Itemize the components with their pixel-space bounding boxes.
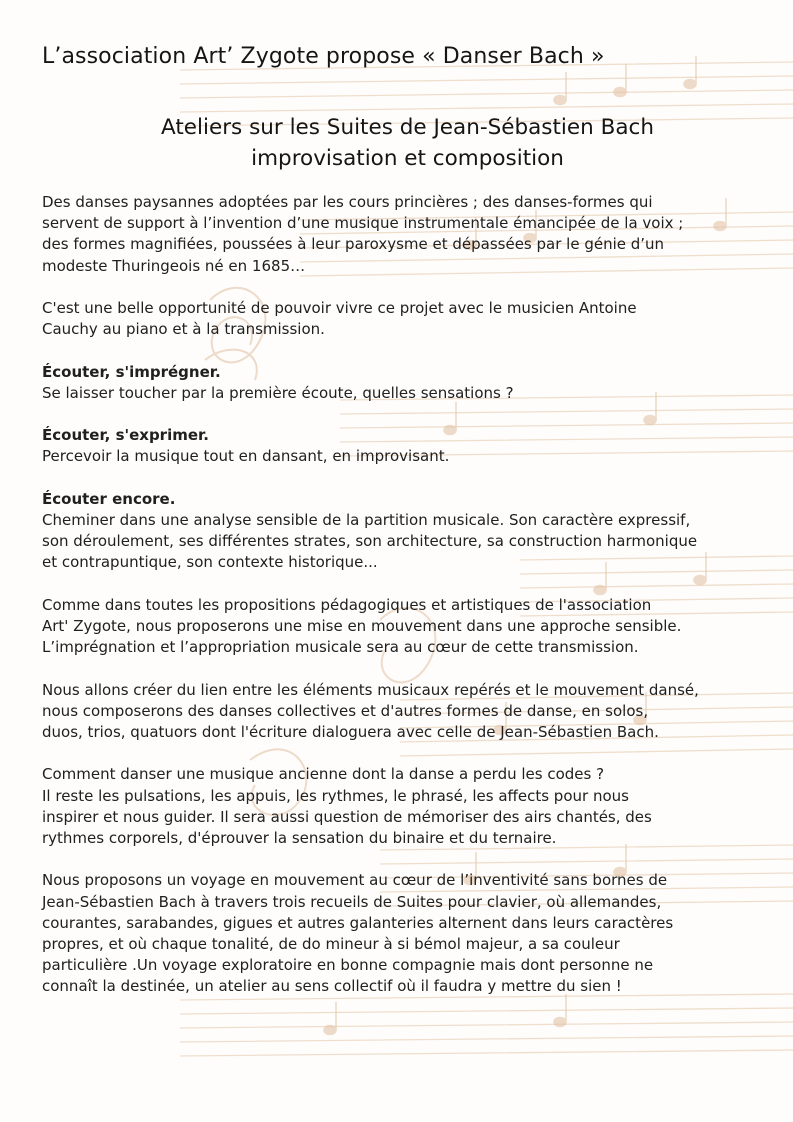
text-line: des formes magnifiées, poussées à leur paroxysme et dépassées par le génie d’un (42, 235, 665, 254)
document-body (42, 192, 777, 1019)
text-line: L’imprégnation et l’appropriation musicale sera au cœur de cette transmission. (42, 638, 639, 657)
text-line: modeste Thuringeois né en 1685… (42, 256, 306, 275)
text-line: Comme dans toutes les propositions pédagogiques et artistiques de l'association (42, 595, 652, 614)
link-paragraph (42, 680, 777, 744)
text-line: connaît la destinée, un atelier au sens collectif où il faudra y mettre du sien ! (42, 977, 622, 996)
text-line: Jean-Sébastien Bach à travers trois recueils de Suites pour clavier, où allemandes, (42, 892, 662, 911)
text-line: Percevoir la musique tout en dansant, en improvisant. (42, 447, 450, 466)
text-line: son déroulement, ses différentes strates, son architecture, sa construction harmonique (42, 532, 698, 551)
text-line: Il reste les pulsations, les appuis, les rythmes, le phrasé, les affects pour nous (42, 786, 629, 805)
section-listen-express (42, 425, 777, 467)
document-subtitle (0, 112, 793, 174)
document-title: L’association Art’ Zygote propose « Danser Bach » (42, 44, 605, 69)
text-line: Nous allons créer du lien entre les éléments musicaux repérés et le mouvement dansé, (42, 680, 699, 699)
text-line: et contrapuntique, son contexte historique... (42, 553, 378, 572)
text-line: Nous proposons un voyage en mouvement au cœur de l’inventivité sans bornes de (42, 871, 668, 890)
text-line: Des danses paysannes adoptées par les cours princières ; des danses-formes qui (42, 193, 653, 211)
section-heading: Écouter, s'imprégner. (42, 362, 221, 381)
text-line: Cheminer dans une analyse sensible de la partition musicale. Son caractère expressif, (42, 510, 691, 529)
text-line: Cauchy au piano et à la transmission. (42, 320, 325, 339)
section-heading: Écouter, s'exprimer. (42, 426, 209, 445)
text-line: rythmes corporels, d'éprouver la sensation du binaire et du ternaire. (42, 828, 557, 847)
text-line: courantes, sarabandes, gigues et autres galanteries alternent dans leurs caractères (42, 913, 674, 932)
section-heading: Écouter encore. (42, 489, 176, 508)
text-line: servent de support à l’invention d’une musique instrumentale émancipée de la voix ; (42, 214, 684, 233)
text-line: Se laisser toucher par la première écoute, quelles sensations ? (42, 383, 514, 402)
text-line: Art' Zygote, nous proposerons une mise en mouvement dans une approche sensible. (42, 616, 682, 635)
text-line: propres, et où chaque tonalité, de do mineur à si bémol majeur, a sa couleur (42, 934, 620, 953)
text-line: duos, trios, quatuors dont l'écriture dialoguera avec celle de Jean-Sébastien Bach. (42, 722, 659, 741)
opportunity-paragraph (42, 298, 777, 340)
text-line: nous composerons des danses collectives et d'autres formes de danse, en solos, (42, 701, 649, 720)
text-line: inspirer et nous guider. Il sera aussi question de mémoriser des airs chantés, des (42, 807, 652, 826)
codes-paragraph (42, 764, 777, 849)
section-listen-again (42, 489, 777, 574)
subtitle-line: Ateliers sur les Suites de Jean-Sébastien Bach (161, 115, 654, 140)
text-line: Comment danser une musique ancienne dont la danse a perdu les codes ? (42, 765, 605, 784)
text-line: particulière .Un voyage exploratoire en bonne compagnie mais dont personne ne (42, 956, 654, 975)
pedagogy-paragraph (42, 595, 777, 659)
subtitle-line: improvisation et composition (251, 146, 564, 171)
text-line: C'est une belle opportunité de pouvoir vivre ce projet avec le musicien Antoine (42, 299, 637, 317)
voyage-paragraph (42, 870, 777, 997)
section-listen-impregnate (42, 362, 777, 404)
intro-paragraph (42, 192, 777, 277)
